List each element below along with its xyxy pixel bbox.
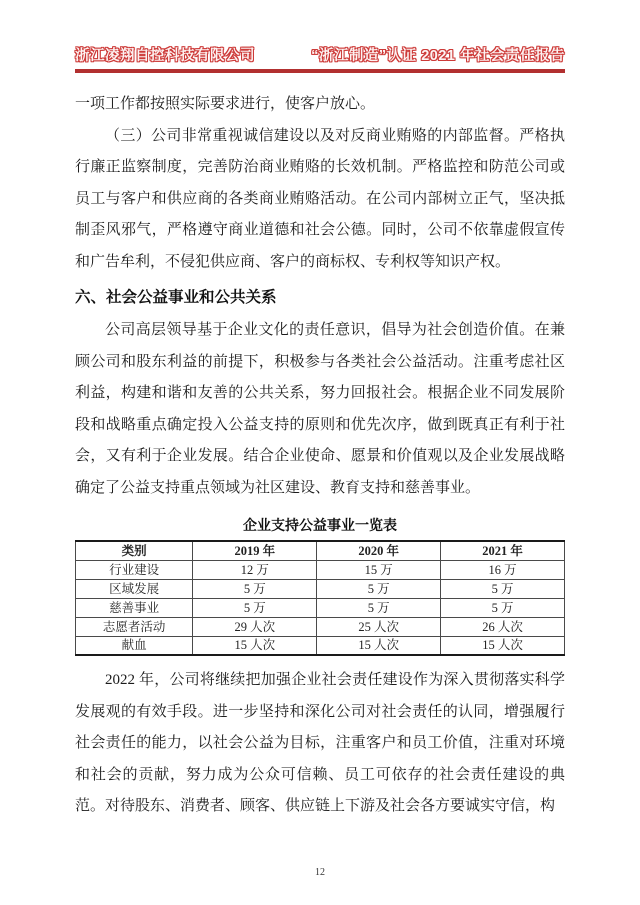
paragraph-public-welfare: 公司高层领导基于企业文化的责任意识，倡导为社会创造价值。在兼顾公司和股东利益的前提下，积极参与各类社会公益活动。注重考虑社区利益，构建和谐和友善的公共关系，努力回报社会。根据企业不同发展阶段和战略重点确定投入公益支持的原则和优先次序，做到既真正有利于社会，又有利于企业发展。结合企业使命、愿景和价值观以及企业发展战略确定了公益支持重点领域为社区建设、教育支持和慈善事业。 <box>75 322 565 496</box>
body-content <box>75 89 565 823</box>
table-cell: 5 万 <box>193 598 317 617</box>
table-cell: 16 万 <box>441 560 565 579</box>
table-cell: 行业建设 <box>76 560 193 579</box>
table-cell: 5 万 <box>317 598 441 617</box>
welfare-support-table <box>75 540 565 656</box>
table-cell: 29 人次 <box>193 617 317 636</box>
report-header <box>75 44 565 65</box>
table-row-industry <box>76 560 565 579</box>
table-cell: 慈善事业 <box>76 598 193 617</box>
company-name-title: 浙江凌翔自控科技有限公司 <box>75 48 255 64</box>
table-cell: 献血 <box>76 636 193 655</box>
table-header-2021: 2021 年 <box>441 541 565 560</box>
report-title: “浙江制造”认证 2021 年社会责任报告 <box>311 48 565 64</box>
section-heading-public-welfare: 六、社会公益事业和公共关系 <box>75 289 277 306</box>
table-cell: 区域发展 <box>76 579 193 598</box>
table-header-2020: 2020 年 <box>317 541 441 560</box>
table-cell: 12 万 <box>193 560 317 579</box>
table-header-row <box>76 541 565 560</box>
table-cell: 15 人次 <box>441 636 565 655</box>
table-cell: 26 人次 <box>441 617 565 636</box>
table-row-charity <box>76 598 565 617</box>
header-rule <box>75 69 565 73</box>
table-row-blood-donation <box>76 636 565 655</box>
table-header-category: 类别 <box>76 541 193 560</box>
table-cell: 25 人次 <box>317 617 441 636</box>
table-header-2019: 2019 年 <box>193 541 317 560</box>
table-cell: 5 万 <box>193 579 317 598</box>
table-cell: 5 万 <box>441 579 565 598</box>
table-cell: 15 人次 <box>193 636 317 655</box>
page-number: 12 <box>315 867 325 878</box>
table-cell: 15 万 <box>317 560 441 579</box>
paragraph-customer-assurance: 一项工作都按照实际要求进行，使客户放心。 <box>75 96 376 112</box>
table-cell: 志愿者活动 <box>76 617 193 636</box>
table-row-volunteer <box>76 617 565 636</box>
paragraph-2022-outlook: 2022 年，公司将继续把加强企业社会责任建设作为深入贯彻落实科学发展观的有效手段。进一步坚持和深化公司对社会责任的认同，增强履行社会责任的能力，以社会公益为目标，注重客户和员工价值，注重对环境和社会的贡献，努力成为公众可信赖、员工可依存的社会责任建设的典范。对待股东、消费者、顾客、供应链上下游及社会各方要诚实守信，构 <box>75 672 565 814</box>
table-title: 企业支持公益事业一览表 <box>243 517 397 533</box>
table-row-regional <box>76 579 565 598</box>
table-cell: 15 人次 <box>317 636 441 655</box>
table-cell: 5 万 <box>441 598 565 617</box>
table-cell: 5 万 <box>317 579 441 598</box>
paragraph-anti-bribery: （三）公司非常重视诚信建设以及对反商业贿赂的内部监督。严格执行廉正监察制度，完善防治商业贿赂的长效机制。严格监控和防范公司或员工与客户和供应商的各类商业贿赂活动。在公司内部树立正气，坚决抵制歪风邪气，严格遵守商业道德和社会公德。同时，公司不依靠虚假宣传和广告牟利，不侵犯供应商、客户的商标权、专利权等知识产权。 <box>75 127 565 270</box>
